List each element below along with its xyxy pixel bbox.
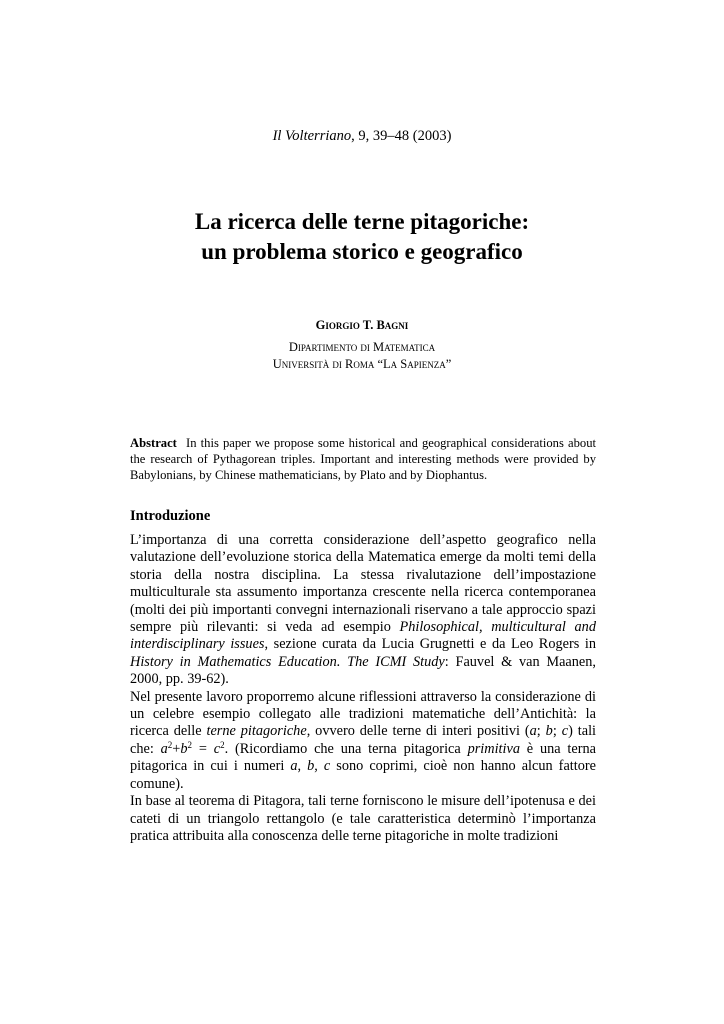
- body-text: [130, 532, 596, 845]
- p2-text-1: Nel presente lavoro proporremo alcune riflessioni attraverso la considerazione di un celebre esempio collegato alle tradizioni matematiche dell’Antichità: la ricerca delle: [130, 688, 596, 740]
- affiliation-department: Dipartimento di Matematica: [288, 340, 436, 354]
- title-line-2: un problema storico e geografico: [201, 239, 523, 264]
- affiliation-university: Università di Roma “La Sapienza”: [272, 357, 452, 371]
- journal-citation: [0, 128, 724, 145]
- var-c: c: [561, 723, 569, 740]
- p1-italic-a: Philosophical, multicultural and interdisciplinary issues: [130, 619, 596, 653]
- p1-italic-b: History in Mathematics Education. The ICMI Study: [130, 653, 445, 670]
- var-b: b: [307, 758, 315, 775]
- separator: ,: [297, 758, 308, 775]
- var-a: a: [529, 723, 537, 740]
- abstract-label: Abstract: [130, 436, 177, 450]
- journal-name: Il Volterriano: [272, 128, 352, 144]
- exponent: 2: [220, 739, 225, 750]
- p2-italic-1: terne pitagoriche: [206, 723, 307, 740]
- abstract-text: In this paper we propose some historical and geographical considerations about the research of Pythagorean triples. Important and interesting methods were provided by Babylonians, by Chinese mathematicians, by Plato and by Diophantus.: [130, 436, 596, 482]
- p2-italic-2: primitiva: [467, 740, 520, 757]
- paragraph-3: In base al teorema di Pitagora, tali terne forniscono le misure dell’ipotenusa e dei cateti di un triangolo rettangolo (e tale caratteristica determinò l’importanza pratica attribuita alla conoscenza delle terne pitagoriche in molte tradizioni: [130, 793, 596, 844]
- eq-b: b: [180, 740, 188, 757]
- author-name: Giorgio T. Bagni: [315, 318, 409, 332]
- exponent: 2: [167, 739, 173, 750]
- paragraph-1: [130, 532, 596, 689]
- p2-text-3: ) tali che:: [130, 723, 597, 757]
- var-c: c: [323, 758, 331, 775]
- paper-title: [0, 207, 724, 267]
- eq-a: a: [160, 740, 168, 757]
- pythagorean-equation: [161, 741, 225, 757]
- journal-details: , 9, 39–48 (2003): [351, 128, 452, 144]
- var-a: a: [290, 758, 298, 775]
- p2-text-2: , ovvero delle terne di interi positivi (: [306, 723, 530, 740]
- eq-c: c: [213, 740, 221, 757]
- eq-plus: +: [172, 740, 181, 757]
- p2-text-5: è una terna pitagorica in cui i numeri: [130, 740, 596, 775]
- p2-text-4: . (Ricordiamo che una terna pitagorica: [224, 740, 468, 757]
- paragraph-2: [130, 689, 596, 793]
- var-b: b: [545, 723, 553, 740]
- abstract: [130, 435, 596, 483]
- p1-text-b: , sezione curata da Lucia Grugnetti e da Leo Rogers in: [264, 636, 596, 653]
- author-affiliation: [0, 339, 724, 373]
- separator: ;: [552, 723, 562, 740]
- separator: ,: [314, 758, 324, 775]
- exponent: 2: [187, 739, 193, 750]
- p1-text-c: : Fauvel & van Maanen, 2000, pp. 39-62).: [130, 653, 596, 688]
- p1-text-a: L’importanza di una corretta considerazione dell’aspetto geografico nella valutazione dell’evoluzione storica della Matematica emerge da molti temi della storia della nostra disciplina. La stessa rivalutazione dell’impostazione multiculturale sta assumento importanza crescente nella ricerca contemporanea (molti dei più importanti convegni internazionali riservano a tale approccio spazi sempre più rilevanti: si veda ad esempio: [130, 532, 596, 636]
- p2-text-6: sono coprimi, cioè non hanno alcun fattore comune).: [130, 758, 596, 792]
- title-line-1: La ricerca delle terne pitagoriche:: [194, 209, 530, 234]
- eq-equals: =: [192, 740, 214, 757]
- separator: ;: [536, 723, 546, 740]
- section-heading: Introduzione: [130, 508, 211, 524]
